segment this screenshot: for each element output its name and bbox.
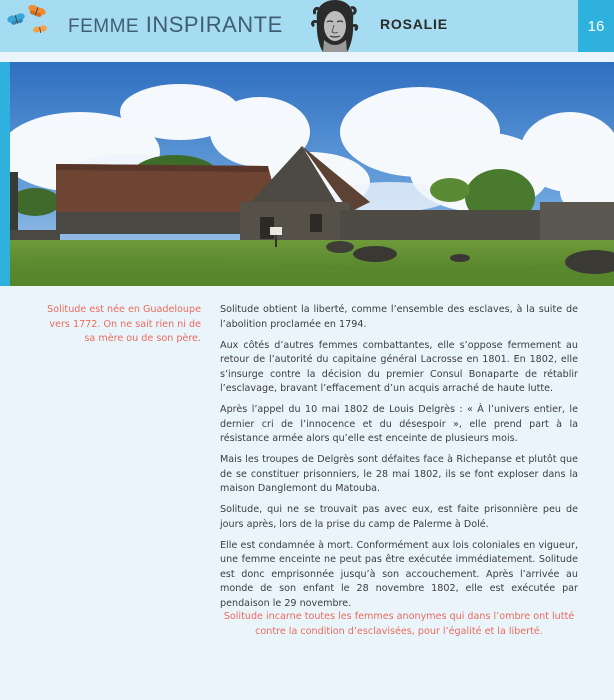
paragraph: Solitude obtient la liberté, comme l’ensemble des esclaves, à la suite de l’abolition proclamée en 1794.	[220, 304, 578, 330]
sidenote: Solitude est née en Guadeloupe vers 1772. On ne sait rien ni de sa mère ou de son père.	[47, 304, 201, 344]
accent-bar	[0, 62, 10, 286]
paragraph: Après l’appel du 10 mai 1802 de Louis Delgrès : « À l’univers entier, le dernier cri de l’innocence et du désespoir », elle prend part à la résistance armée alors qu’elle est enceinte de plusieurs mois.	[220, 404, 578, 444]
body-text	[220, 303, 578, 618]
page-number: 16	[578, 0, 614, 52]
landscape-photo	[10, 62, 614, 286]
paragraph: Elle est condamnée à mort. Conformément aux lois coloniales en vigueur, une femme enceinte ne peut pas être exécutée immédiatement. Solitude est donc emprisonnée jusqu’à son accouchement. Après l’arrivée au monde de son enfant le 28 novembre 1802, elle est exécutée par pendaison le 29 novembre.	[220, 539, 578, 609]
paragraph: Solitude, qui ne se trouvait pas avec eux, est faite prisonnière peu de jours après, lors de la prise du camp de Palerme à Dolé.	[220, 504, 578, 530]
page-header	[0, 0, 614, 52]
paragraph: Aux côtés d’autres femmes combattantes, elle s’oppose fermement au retour de l’autorité du capitaine général Lacrosse en 1801. En 1802, elle s’insurge contre la décision du premier Consul Bonaparte de rétablir l’esclavage, bravant l’effacement d’un acquis arraché de haute lutte.	[220, 339, 578, 394]
paragraph: Mais les troupes de Delgrès sont défaites face à Richepanse et plutôt que de se constituer prisonniers, le 28 mai 1802, ils se font exploser dans la maison Danglemont du Matouba.	[220, 454, 578, 494]
section-title	[68, 12, 283, 38]
section-title-part1: FEMME	[68, 16, 140, 37]
butterflies-icon	[6, 2, 50, 38]
portrait-illustration	[311, 0, 359, 52]
person-name: ROSALIE	[380, 16, 448, 32]
closing-quote: Solitude incarne toutes les femmes anonymes qui dans l’ombre ont lutté contre la condition d’esclavisées, pour l’égalité et la liberté.	[223, 611, 575, 637]
section-title-part2: INSPIRANTE	[145, 12, 283, 37]
